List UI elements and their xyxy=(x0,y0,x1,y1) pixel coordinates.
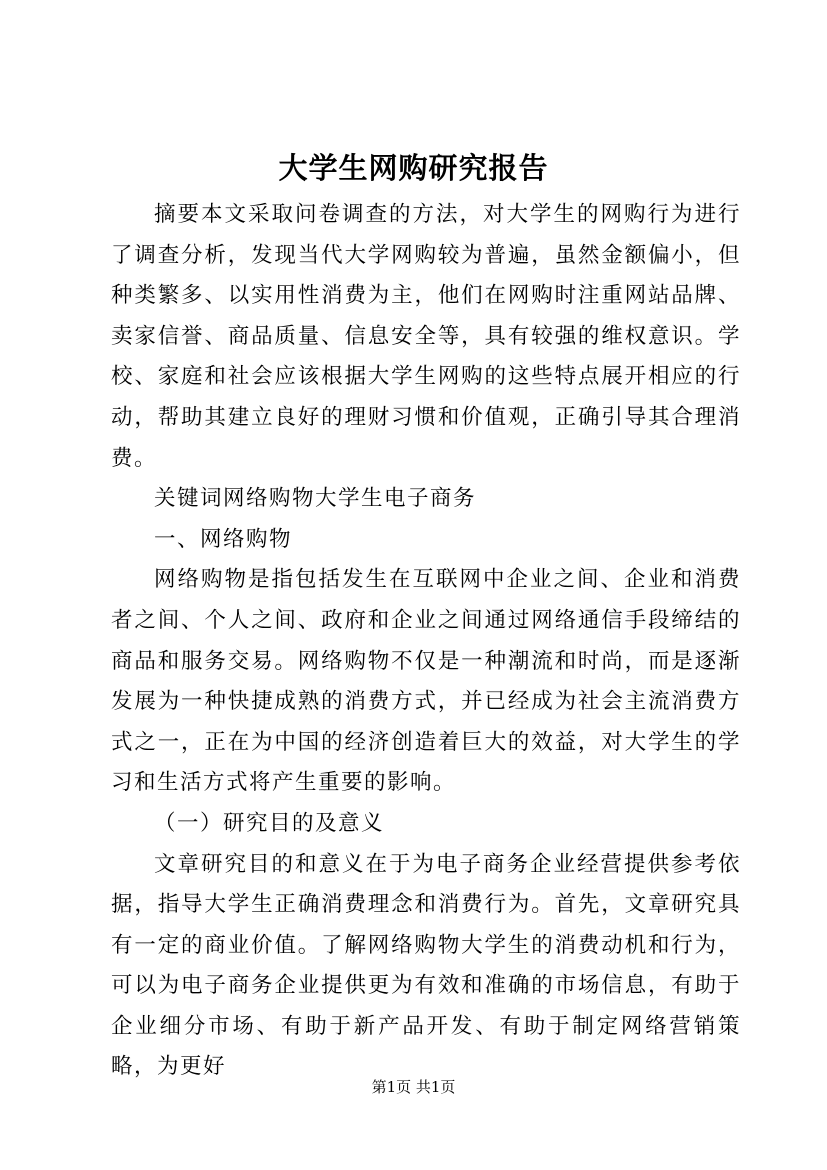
page-footer: 第1页 共1页 xyxy=(371,1078,456,1096)
abstract-paragraph: 摘要本文采取问卷调查的方法，对大学生的网购行为进行了调查分析，发现当代大学网购较为普遍，虽然金额偏小，但种类繁多、以实用性消费为主，他们在网购时注重网站品牌、卖家信誉、商品质量、信息安全等，具有较强的维权意识。学校、家庭和社会应该根据大学生网购的这些特点展开相应的行动，帮助其建立良好的理财习惯和价值观，正确引导其合理消费。 xyxy=(111,202,741,471)
section-heading-online-shopping: 一、网络购物 xyxy=(154,526,293,552)
online-shopping-paragraph: 网络购物是指包括发生在互联网中企业之间、企业和消费者之间、个人之间、政府和企业之间通过网络通信手段缔结的商品和服务交易。网络购物不仅是一种潮流和时尚，而是逐渐发展为一种快捷成熟的消费方式，并已经成为社会主流消费方式之一，正在为中国的经济创造着巨大的效益，对大学生的学习和生活方式将产生重要的影响。 xyxy=(111,567,741,796)
subsection-heading-purpose: （一）研究目的及意义 xyxy=(154,810,385,836)
purpose-paragraph: 文章研究目的和意义在于为电子商务企业经营提供参考依据，指导大学生正确消费理念和消费行为。首先，文章研究具有一定的商业价值。了解网络购物大学生的消费动机和行为，可以为电子商务企业提供更为有效和准确的市场信息，有助于企业细分市场、有助于新产品开发、有助于制定网络营销策略，为更好 xyxy=(111,851,741,1080)
keywords-paragraph: 关键词网络购物大学生电子商务 xyxy=(154,486,477,512)
document-body xyxy=(111,195,741,1088)
document-title: 大学生网购研究报告 xyxy=(278,151,549,185)
